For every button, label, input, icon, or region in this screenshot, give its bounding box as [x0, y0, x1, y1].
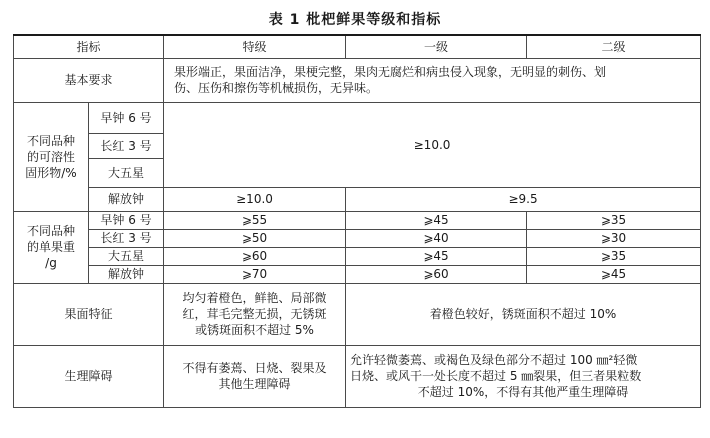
- solids-variety-3: 大五星: [89, 158, 164, 187]
- header-second: 二级: [527, 35, 701, 58]
- solids-label-line3: 固形物/%: [25, 165, 77, 180]
- physio-premium: [164, 345, 346, 407]
- solids-row-4: [14, 187, 701, 211]
- table-caption: 表 1 枇杷鲜果等级和指标: [268, 12, 442, 28]
- weight-premium: ⩾60: [164, 247, 346, 265]
- basic-row: [14, 58, 701, 102]
- solids-variety-4: 解放钟: [89, 187, 164, 211]
- physio-other-line1: 允许轻微萎蔫、或褐色及绿色部分不超过 100 ㎜²轻微: [350, 353, 638, 367]
- surface-premium-line1: 均匀着橙色，鲜艳、局部微: [182, 291, 327, 305]
- solids-jiefang-other: ≥9.5: [346, 187, 701, 211]
- solids-label-line1: 不同品种: [26, 133, 75, 148]
- header-premium: 特级: [164, 35, 346, 58]
- solids-jiefang-premium: ≥10.0: [164, 187, 346, 211]
- weight-label-line1: 不同品种: [26, 224, 75, 238]
- weight-premium: ⩾55: [164, 211, 346, 229]
- physio-row: [14, 345, 701, 407]
- weight-variety: 长红 3 号: [89, 229, 164, 247]
- solids-variety-2: 长红 3 号: [89, 133, 164, 158]
- weight-row-2: [14, 229, 701, 247]
- weight-variety: 解放钟: [89, 265, 164, 283]
- solids-label: [14, 102, 89, 211]
- solids-label-line2: 的可溶性: [26, 149, 75, 164]
- weight-label-line2: 的单果重: [26, 240, 75, 254]
- weight-variety: 大五星: [89, 247, 164, 265]
- basic-text: [164, 58, 701, 102]
- physio-premium-line1: 不得有萎蔫、日烧、裂果及: [182, 361, 327, 375]
- weight-row-4: [14, 265, 701, 283]
- weight-second: ⩾45: [527, 265, 701, 283]
- grade-table: [13, 34, 701, 408]
- weight-row-3: [14, 247, 701, 265]
- solids-row-1: [14, 102, 701, 133]
- surface-premium: [164, 283, 346, 345]
- weight-premium: ⩾50: [164, 229, 346, 247]
- physio-premium-line2: 其他生理障碍: [218, 377, 291, 391]
- physio-other: [346, 345, 701, 407]
- weight-first: ⩾45: [346, 247, 527, 265]
- weight-first: ⩾40: [346, 229, 527, 247]
- weight-premium: ⩾70: [164, 265, 346, 283]
- weight-label-line3: /g: [45, 256, 57, 270]
- weight-second: ⩾35: [527, 211, 701, 229]
- basic-label: 基本要求: [14, 58, 164, 102]
- physio-label: 生理障碍: [14, 345, 164, 407]
- weight-label: [14, 211, 89, 283]
- weight-second: ⩾35: [527, 247, 701, 265]
- physio-other-line2: 日烧、或风干一处长度不超过 5 ㎜裂果，但三者果粒数: [350, 369, 642, 383]
- header-row: [14, 35, 701, 58]
- header-indicator: 指标: [14, 35, 164, 58]
- surface-other: 着橙色较好，锈斑面积不超过 10%: [346, 283, 701, 345]
- weight-first: ⩾60: [346, 265, 527, 283]
- header-first: 一级: [346, 35, 527, 58]
- surface-row: [14, 283, 701, 345]
- basic-text-line1: 果形端正，果面洁净，果梗完整，果肉无腐烂和病虫侵入现象，无明显的刺伤、划: [174, 65, 607, 79]
- weight-row-1: [14, 211, 701, 229]
- weight-first: ⩾45: [346, 211, 527, 229]
- basic-text-line2: 伤、压伤和擦伤等机械损伤，无异味。: [174, 81, 379, 95]
- weight-second: ⩾30: [527, 229, 701, 247]
- solids-common-value: ≥10.0: [164, 102, 701, 187]
- surface-label: 果面特征: [14, 283, 164, 345]
- surface-premium-line3: 或锈斑面积不超过 5%: [195, 323, 314, 337]
- solids-variety-1: 早钟 6 号: [89, 102, 164, 133]
- physio-other-line3: 不超过 10%，不得有其他严重生理障碍: [417, 385, 629, 399]
- surface-premium-line2: 红，茸毛完整无损，无锈斑: [182, 307, 327, 321]
- weight-variety: 早钟 6 号: [89, 211, 164, 229]
